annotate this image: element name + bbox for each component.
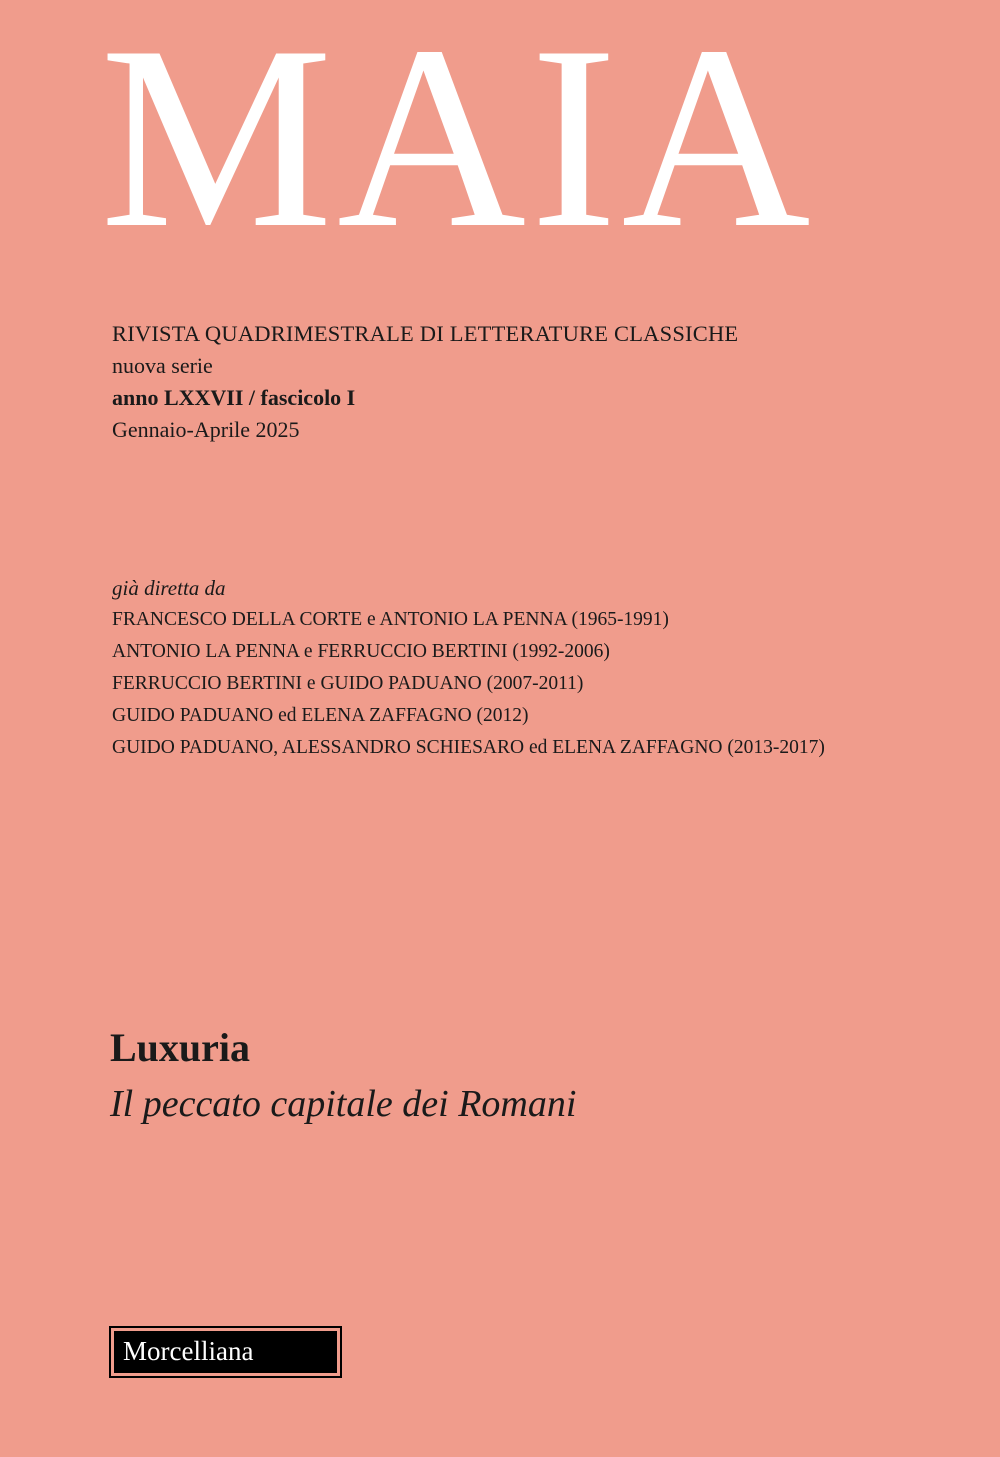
director-entry: GUIDO PADUANO, ALESSANDRO SCHIESARO ed ELENA ZAFFAGNO (2013-2017): [112, 737, 825, 758]
former-directors: [112, 572, 972, 764]
journal-masthead: MAIA: [100, 0, 815, 282]
directors-heading: già diretta da: [112, 576, 226, 600]
publisher-logo: [109, 1326, 342, 1378]
journal-subtitle: RIVISTA QUADRIMESTRALE DI LETTERATURE CLASSICHE: [112, 321, 739, 346]
issue-feature: [110, 1020, 970, 1132]
feature-subtitle: Il peccato capitale dei Romani: [110, 1083, 577, 1125]
directors-list: [112, 604, 972, 764]
director-entry: FERRUCCIO BERTINI e GUIDO PADUANO (2007-2011): [112, 673, 584, 694]
feature-title: Luxuria: [110, 1025, 251, 1070]
journal-series: nuova serie: [112, 353, 213, 378]
director-entry: GUIDO PADUANO ed ELENA ZAFFAGNO (2012): [112, 705, 529, 726]
journal-date: Gennaio-Aprile 2025: [112, 417, 300, 442]
publisher-name: Morcelliana: [114, 1331, 337, 1373]
journal-issue: anno LXXVII / fascicolo I: [112, 385, 356, 410]
director-entry: ANTONIO LA PENNA e FERRUCCIO BERTINI (1992-2006): [112, 641, 610, 662]
journal-info: [112, 318, 952, 446]
director-entry: FRANCESCO DELLA CORTE e ANTONIO LA PENNA (1965-1991): [112, 609, 669, 630]
